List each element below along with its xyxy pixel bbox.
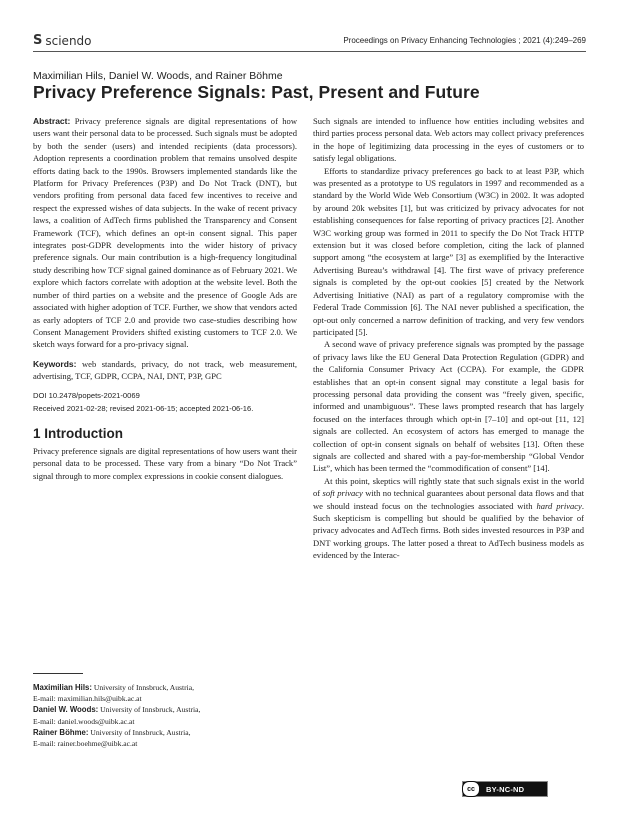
abstract bbox=[33, 115, 297, 351]
license-badge[interactable] bbox=[462, 781, 548, 797]
body-paragraph: Efforts to standardize privacy preferences go back to at least P3P, which was presented as a prototype to US regulators in 1997 and recommended as a standard by the World Wide Web Consortium (W3C) in 2002. It was adopted by around 20k websites [1], but was criticized by privacy advocates for not establishing consequences for false reporting of privacy practices [2]. Another W3C working group was formed in 2011 to specify the Do Not Track HTTP extension but it was closed before completion, citing the lack of planned support among “the ecosystem at large” [3] as exemplified by the Interactive Advertising Bureau’s withdrawal [4]. The first wave of privacy preference signals is completed by the opt-out cookies [5] created by the Network Advertising Initiative (NAI) as part of a regulatory compromise with the Federal Trade Commission [6]. The NAI never published a specification, the opt-out only concerned a narrow definition of tracking, and very few vendors participated [5]. bbox=[313, 165, 584, 337]
keywords-label: Keywords: bbox=[33, 358, 77, 369]
author-email: E-mail: maximilian.hils@uibk.ac.at bbox=[33, 694, 142, 704]
affiliation-entry: Rainer Böhme: University of Innsbruck, Austria, bbox=[33, 727, 191, 737]
affiliation-entry: Maximilian Hils: University of Innsbruck, Austria, bbox=[33, 683, 195, 692]
publisher-logo bbox=[33, 33, 92, 48]
body-paragraph: At this point, skeptics will rightly state that such signals exist in the world of soft privacy with no technical guarantees about personal data flows and that we should instead focus on the technologies associated with hard privacy. Such skepticism is compelling but should be qualified by the behavior of privacy advocates and AdTech firms. Both sides invested resources in P3P and DNT working groups. The latter posed a threat to AdTech business models as evidenced by the Interac- bbox=[313, 475, 584, 561]
footnote-rule bbox=[33, 673, 83, 674]
abstract-label: Abstract: bbox=[33, 116, 71, 126]
creative-commons-icon: cc bbox=[462, 781, 480, 797]
sciendo-logo-icon: S bbox=[33, 33, 43, 48]
intro-paragraph: Privacy preference signals are digital representations of how users want their personal data to be processed. These vary from a binary “Do Not Track” signal through to more complex expressions in cookie consent dialogues. bbox=[33, 445, 297, 481]
affiliation-entry: Daniel W. Woods: University of Innsbruck, Austria, bbox=[33, 705, 201, 715]
license-label: BY-NC-ND bbox=[486, 784, 525, 794]
body-paragraph: Such signals are intended to influence how entities including websites and third parties process personal data. Web actors may collect privacy preferences in the hope of legitimizing data processing in the eyes of customers or to satisfy legal obligations. bbox=[313, 116, 584, 164]
author-email: E-mail: daniel.woods@uibk.ac.at bbox=[33, 716, 135, 726]
header-divider bbox=[33, 51, 586, 52]
left-column bbox=[33, 115, 297, 482]
author-email: E-mail: rainer.boehme@uibk.ac.at bbox=[33, 739, 138, 749]
author-list: Maximilian Hils, Daniel W. Woods, and Rainer Böhme bbox=[33, 70, 283, 82]
body-paragraph: A second wave of privacy preference signals was prompted by the passage of privacy laws like the EU General Data Protection Regulation (GDPR) and the California Consumer Privacy Act (CCPA). For example, the GDPR establishes that an opt-in consent signal may constitute a legal basis for processing personal data providing the consent was “freely given, specific, informed and unambiguous”. These laws prompted research that has largely focused on the interfaces through which opt-in [7–10] and opt-out [11, 12] signals are collected. An ecosystem of actors has emerged to manage the collection of opt-in consent signals on behalf of websites [13]. Often these signals are collected and shared with a pay-for-membership “Global Vendor List”, which has been termed the “commodification of consent” [14]. bbox=[313, 339, 584, 474]
paper-title: Privacy Preference Signals: Past, Present and Future bbox=[33, 82, 480, 102]
doi: DOI 10.2478/popets-2021-0069 bbox=[33, 390, 140, 400]
author-affiliations bbox=[33, 673, 297, 749]
keywords bbox=[33, 358, 297, 383]
right-column bbox=[313, 115, 584, 562]
keywords-text: web standards, privacy, do not track, web measurement, advertising, TCF, GDPR, CCPA, NAI, DNT, P3P, GPC bbox=[33, 358, 298, 382]
abstract-text: Privacy preference signals are digital representations of how users want their personal data to be processed. Such signals must be adopted by both the sender (users) and intended recipients (data processors). Adoption represents a coordination problem that remains unsolved despite efforts dating back to the 1990s. Browsers implemented standards like the Platform for Privacy Preferences (P3P) and Do Not Track (DNT), but vendors profiting from personal data faced few incentives to receive and respect the expressed wishes of data subjects. In the wake of recent privacy laws, a coalition of AdTech firms published the Transparency and Consent Framework (TCF), which defines an opt-in consent signal. This paper integrates post-GDPR developments into the wider history of privacy preference signals. Our main contribution is a high-frequency longitudinal study describing how TCF signal gained dominance as of February 2021. We explore which factors correlate with adoption at the website level. Both the number of third parties on a website and the presence of Google Ads are associated with higher adoption of TCF. Further, we show that vendors acted as early adopters of TCF 2.0 and provide two case-studies describing how Consent Management Providers shifted existing customers to TCF 2.0. We sketch ways forward for a pro-privacy signal. bbox=[33, 116, 297, 350]
section-heading-introduction: 1 Introduction bbox=[33, 425, 123, 441]
publisher-name: sciendo bbox=[45, 33, 92, 48]
received-dates: Received 2021-02-28; revised 2021-06-15; accepted 2021-06-16. bbox=[33, 403, 254, 413]
journal-header: Proceedings on Privacy Enhancing Technologies ; 2021 (4):249–269 bbox=[343, 36, 586, 45]
